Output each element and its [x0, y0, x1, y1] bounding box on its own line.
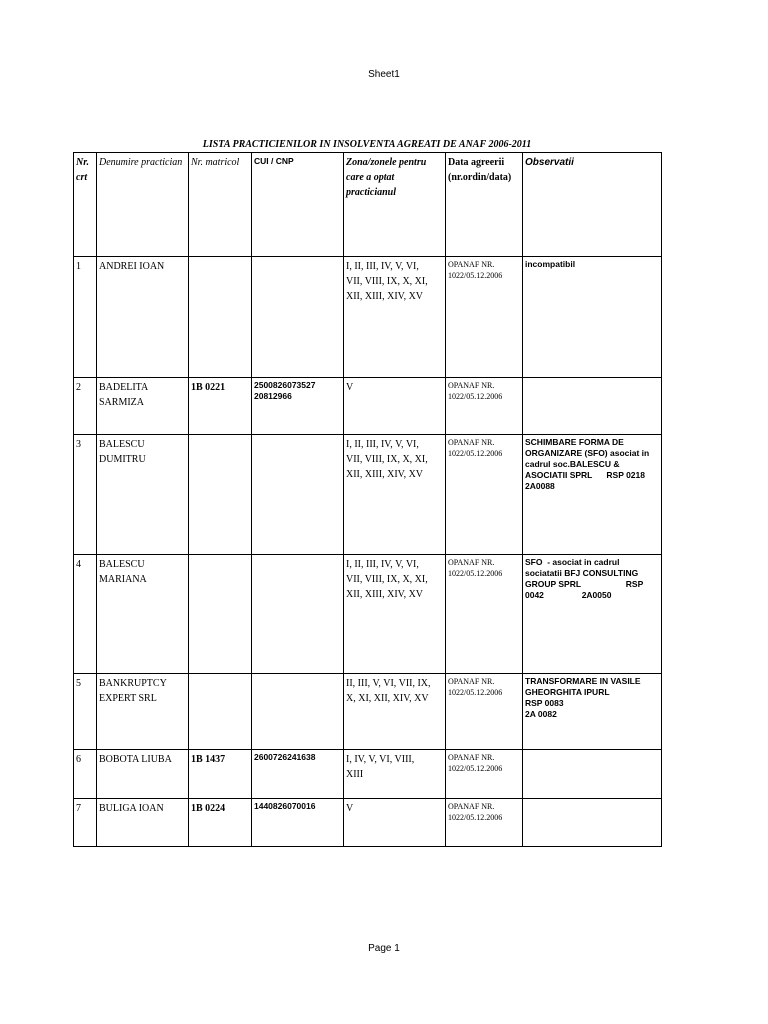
- cell-matricol: [189, 435, 252, 555]
- cell-data: OPANAF NR. 1022/05.12.2006: [446, 750, 523, 799]
- cell-data: OPANAF NR. 1022/05.12.2006: [446, 555, 523, 674]
- cell-observatii: SCHIMBARE FORMA DE ORGANIZARE (SFO) asociat in cadrul soc.BALESCU & ASOCIATII SPRL RSP 0218 2A0088: [523, 435, 662, 555]
- table-row: [74, 378, 662, 435]
- cell-data: OPANAF NR. 1022/05.12.2006: [446, 435, 523, 555]
- cell-zona: V: [344, 378, 446, 435]
- cell-cnp: 2500826073527 20812966: [252, 378, 344, 435]
- table-row: [74, 435, 662, 555]
- cell-name: BANKRUPTCY EXPERT SRL: [97, 674, 189, 750]
- cell-nr: 4: [74, 555, 97, 674]
- table-row: [74, 674, 662, 750]
- table-row: [74, 257, 662, 378]
- cell-data: OPANAF NR. 1022/05.12.2006: [446, 257, 523, 378]
- cell-cnp: 1440826070016: [252, 799, 344, 847]
- header-row: [74, 153, 662, 257]
- cell-observatii: incompatibil: [523, 257, 662, 378]
- sheet-title: Sheet1: [368, 69, 400, 80]
- header-nr: Nr. crt: [74, 153, 97, 257]
- table-row: [74, 750, 662, 799]
- header-data-agreerii: Data agreerii (nr.ordin/data): [446, 153, 523, 257]
- cell-observatii: [523, 378, 662, 435]
- cell-nr: 1: [74, 257, 97, 378]
- document-title: LISTA PRACTICIENILOR IN INSOLVENTA AGREATI DE ANAF 2006-2011: [202, 139, 532, 150]
- cell-matricol: 1B 1437: [189, 750, 252, 799]
- cell-zona: I, II, III, IV, V, VI, VII, VIII, IX, X, XI, XII, XIII, XIV, XV: [344, 435, 446, 555]
- cell-zona: I, II, III, IV, V, VI, VII, VIII, IX, X, XI, XII, XIII, XIV, XV: [344, 555, 446, 674]
- cell-name: ANDREI IOAN: [97, 257, 189, 378]
- header-cui-cnp: CUI / CNP: [252, 153, 344, 257]
- cell-data: OPANAF NR. 1022/05.12.2006: [446, 378, 523, 435]
- cell-name: BALESCU MARIANA: [97, 555, 189, 674]
- cell-nr: 2: [74, 378, 97, 435]
- cell-cnp: [252, 435, 344, 555]
- cell-observatii: TRANSFORMARE IN VASILE GHEORGHITA IPURL RSP 0083 2A 0082: [523, 674, 662, 750]
- cell-cnp: [252, 555, 344, 674]
- cell-matricol: [189, 257, 252, 378]
- cell-data: OPANAF NR. 1022/05.12.2006: [446, 674, 523, 750]
- cell-matricol: [189, 674, 252, 750]
- cell-observatii: [523, 750, 662, 799]
- cell-observatii: [523, 799, 662, 847]
- cell-cnp: 2600726241638: [252, 750, 344, 799]
- cell-cnp: [252, 257, 344, 378]
- cell-name: BOBOTA LIUBA: [97, 750, 189, 799]
- header-matricol: Nr. matricol: [189, 153, 252, 257]
- practitioners-table: [73, 152, 662, 847]
- table-row: [74, 799, 662, 847]
- cell-matricol: 1B 0224: [189, 799, 252, 847]
- cell-matricol: [189, 555, 252, 674]
- cell-zona: I, II, III, IV, V, VI, VII, VIII, IX, X, XI, XII, XIII, XIV, XV: [344, 257, 446, 378]
- cell-nr: 6: [74, 750, 97, 799]
- cell-name: BULIGA IOAN: [97, 799, 189, 847]
- header-zona: Zona/zonele pentru care a optat practicianul: [344, 153, 446, 257]
- header-denumire: Denumire practician: [97, 153, 189, 257]
- cell-zona: V: [344, 799, 446, 847]
- cell-name: BALESCU DUMITRU: [97, 435, 189, 555]
- page-footer: Page 1: [368, 943, 400, 954]
- cell-name: BADELITA SARMIZA: [97, 378, 189, 435]
- cell-matricol: 1B 0221: [189, 378, 252, 435]
- table-row: [74, 555, 662, 674]
- cell-nr: 7: [74, 799, 97, 847]
- cell-nr: 3: [74, 435, 97, 555]
- cell-zona: I, IV, V, VI, VIII, XIII: [344, 750, 446, 799]
- cell-data: OPANAF NR. 1022/05.12.2006: [446, 799, 523, 847]
- cell-cnp: [252, 674, 344, 750]
- cell-nr: 5: [74, 674, 97, 750]
- cell-observatii: SFO - asociat in cadrul sociatatii BFJ CONSULTING GROUP SPRL RSP 0042 2A0050: [523, 555, 662, 674]
- header-observatii: Observatii: [523, 153, 662, 257]
- cell-zona: II, III, V, VI, VII, IX, X, XI, XII, XIV, XV: [344, 674, 446, 750]
